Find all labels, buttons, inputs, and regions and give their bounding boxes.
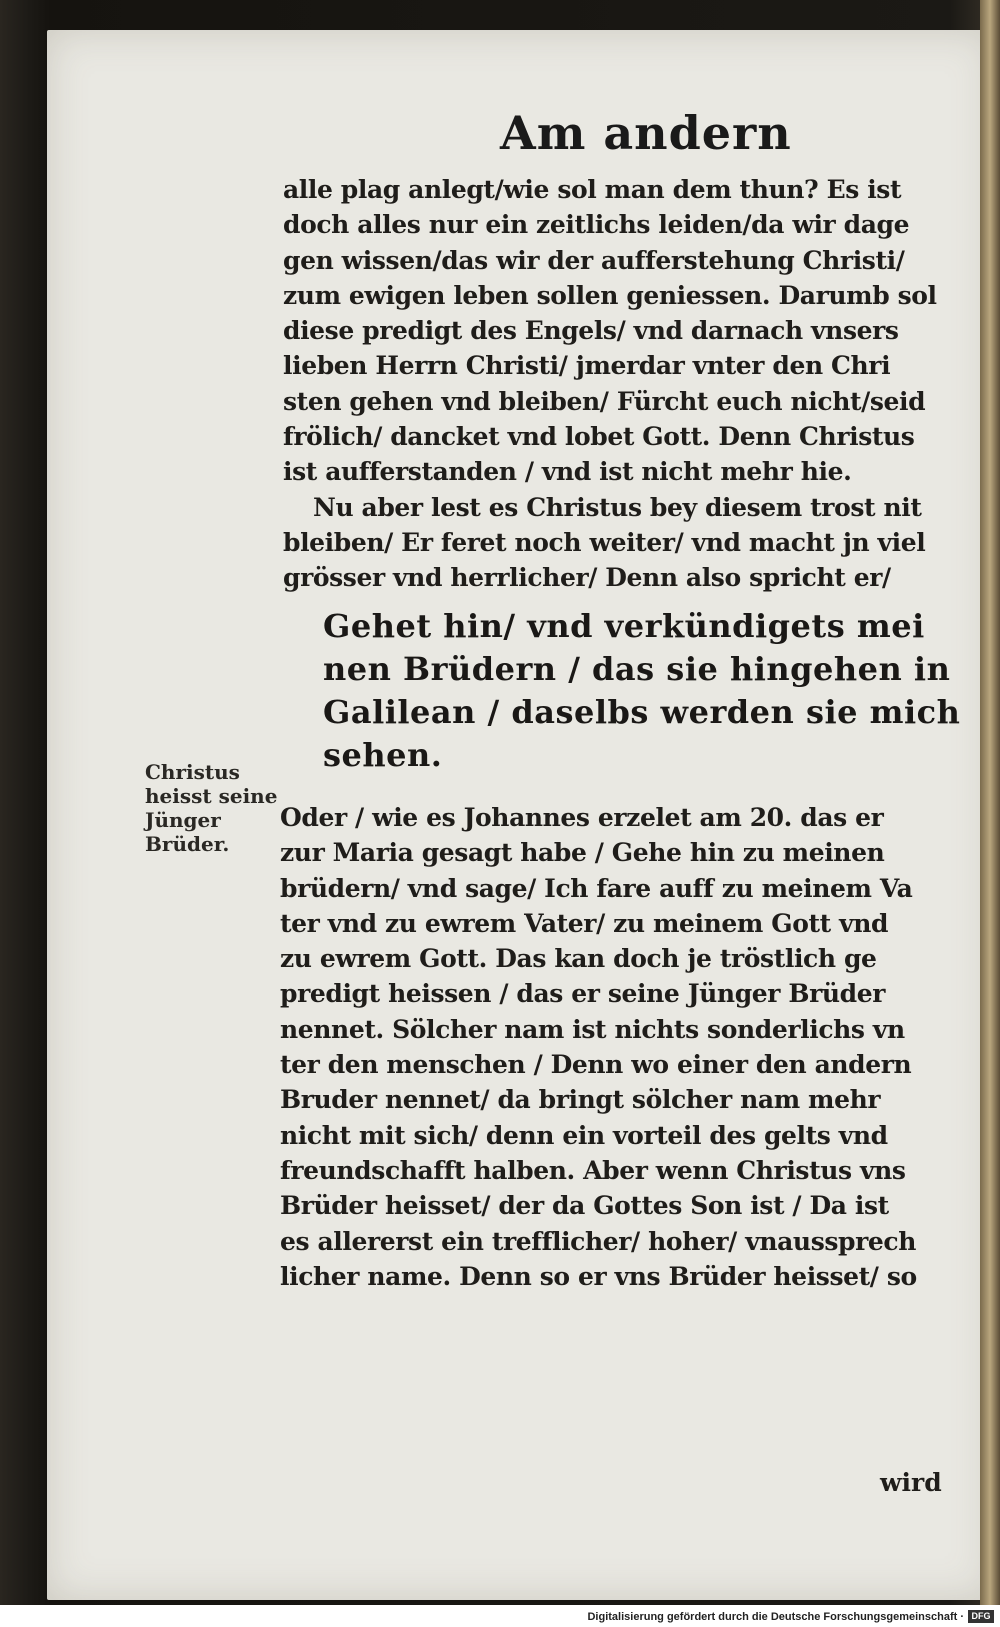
text-line: nicht mit sich/ denn ein vorteil des gelts vnd xyxy=(280,1120,888,1150)
margin-line: heisst seine xyxy=(145,784,278,808)
text-line: lieben Herrn Christi/ jmerdar vnter den Chri xyxy=(283,351,891,381)
text-line: licher name. Denn so er vns Brüder heisset/ so xyxy=(280,1261,917,1291)
quote-line: Galilean / daselbs werden sie mich xyxy=(323,693,961,731)
text-line: alle plag anlegt/wie sol man dem thun? Es ist xyxy=(283,175,902,204)
text-line: ter den menschen / Denn wo einer den andern xyxy=(280,1050,912,1080)
text-line: grösser vnd herrlicher/ Denn also spricht er/ xyxy=(283,563,891,593)
text-line: freundschafft halben. Aber wenn Christus vns xyxy=(280,1155,906,1185)
text-line: Bruder nennet/ da bringt sölcher nam mehr xyxy=(280,1085,881,1115)
margin-line: Christus xyxy=(145,760,240,784)
text-line: Nu aber lest es Christus bey diesem trost nit xyxy=(313,492,922,522)
margin-note xyxy=(145,760,277,856)
scripture-quote xyxy=(323,605,963,777)
text-line: bleiben/ Er feret noch weiter/ vnd macht jn viel xyxy=(283,527,926,557)
paragraph-2 xyxy=(280,800,960,1294)
text-line: Oder / wie es Johannes erzelet am 20. das er xyxy=(280,803,884,832)
margin-line: Brüder. xyxy=(145,832,230,856)
text-line: ist aufferstanden / vnd ist nicht mehr hie. xyxy=(283,457,852,487)
text-line: sten gehen vnd bleiben/ Fürcht euch nicht/seid xyxy=(283,386,926,416)
text-line: Brüder heisset/ der da Gottes Son ist / Da ist xyxy=(280,1191,889,1221)
text-line: diese predigt des Engels/ vnd darnach vnsers xyxy=(283,316,899,346)
text-line: predigt heissen / das er seine Jünger Brüder xyxy=(280,979,885,1009)
text-line: zur Maria gesagt habe / Gehe hin zu meinen xyxy=(280,838,885,868)
text-line: es allererst ein trefflicher/ hoher/ vnaussprech xyxy=(280,1226,917,1256)
page-heading: Am andern xyxy=(500,106,792,160)
footer-bar xyxy=(0,1605,1000,1627)
text-line: nennet. Sölcher nam ist nichts sonderlichs vn xyxy=(280,1014,905,1044)
text-line: frölich/ dancket vnd lobet Gott. Denn Christus xyxy=(283,422,915,452)
catchword: wird xyxy=(880,1468,942,1497)
text-line: brüdern/ vnd sage/ Ich fare auff zu meinem Va xyxy=(280,873,913,903)
text-line: ter vnd zu ewrem Vater/ zu meinem Gott vnd xyxy=(280,908,889,938)
quote-line: sehen. xyxy=(323,736,443,774)
dfg-logo-icon: DFG xyxy=(968,1610,994,1623)
footer-credit: Digitalisierung gefördert durch die Deutsche Forschungsgemeinschaft · xyxy=(587,1611,964,1623)
book-edge xyxy=(980,0,1000,1627)
quote-line: nen Brüdern / das sie hingehen in xyxy=(323,650,951,688)
margin-line: Jünger xyxy=(145,808,221,832)
text-line: gen wissen/das wir der aufferstehung Christi/ xyxy=(283,245,905,275)
paragraph-1 xyxy=(283,172,958,596)
text-line: zu ewrem Gott. Das kan doch je tröstlich ge xyxy=(280,944,877,974)
text-line: zum ewigen leben sollen geniessen. Darumb sol xyxy=(283,280,937,310)
text-line: doch alles nur ein zeitlichs leiden/da wir dage xyxy=(283,210,910,240)
quote-line: Gehet hin/ vnd verkündigets mei xyxy=(323,607,925,645)
